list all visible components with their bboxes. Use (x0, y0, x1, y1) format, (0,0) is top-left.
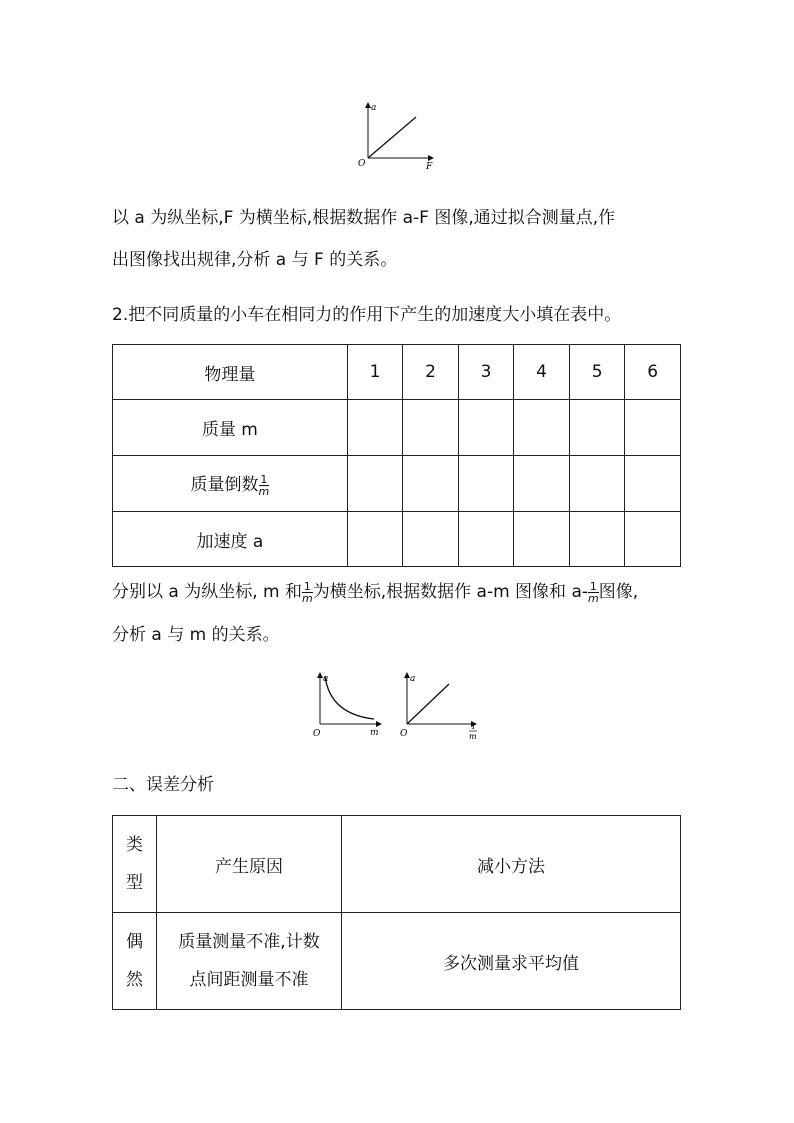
table-cell (514, 456, 570, 512)
fraction-1-over-m (259, 474, 270, 497)
fraction-denominator: m (258, 484, 270, 498)
header-cause: 产生原因 (157, 816, 342, 913)
paragraph-2-part-2: 为横坐标,根据数据作 a-m 图像和 a- (312, 582, 588, 602)
table-cell (403, 512, 459, 567)
origin-label: O (313, 729, 321, 739)
row-random-char-2: 然 (126, 970, 143, 990)
x-label: m (370, 728, 379, 738)
linear-line (407, 684, 449, 724)
fraction-numerator: 1 (260, 472, 268, 486)
paragraph-2-line-1 (112, 577, 638, 604)
x-axis-arrow (428, 155, 434, 161)
hyperbola-curve (325, 676, 374, 719)
table-cell (569, 456, 625, 512)
header-method: 减小方法 (342, 816, 681, 913)
x-axis-arrow (376, 721, 382, 727)
a-inverse-m-graph (395, 668, 485, 742)
header-col-3: 3 (458, 345, 514, 400)
header-col-4: 4 (514, 345, 570, 400)
paragraph-2-part-3: 图像, (598, 582, 639, 602)
fraction-numerator: 1 (303, 579, 311, 593)
error-analysis-table (112, 815, 681, 1010)
header-col-2: 2 (403, 345, 459, 400)
header-type (113, 816, 157, 913)
table-cell (403, 400, 459, 456)
row-accel-label: 加速度 a (113, 512, 348, 567)
row-random-cause-line-1: 质量测量不准,计数 (178, 932, 320, 952)
table-cell (625, 456, 681, 512)
section-3-heading: 二、误差分析 (112, 775, 214, 795)
table-cell (347, 456, 403, 512)
fraction-denominator: m (302, 591, 313, 605)
header-type-char-1: 类 (126, 835, 143, 855)
table-cell (625, 512, 681, 567)
table-cell (458, 456, 514, 512)
fraction-denominator: m (588, 591, 599, 605)
paragraph-1-line-2: 出图像找出规律,分析 a 与 F 的关系。 (112, 250, 398, 270)
row-mass-label: 质量 m (113, 400, 348, 456)
header-quantity: 物理量 (113, 345, 348, 400)
a-m-graph (308, 668, 388, 742)
y-label: a (323, 674, 329, 684)
row-random-cause (157, 913, 342, 1010)
header-col-1: 1 (347, 345, 403, 400)
table-cell (625, 400, 681, 456)
linear-line (368, 117, 416, 158)
paragraph-2-part-1: 分别以 a 为纵坐标, m 和 (112, 582, 302, 602)
header-col-6: 6 (625, 345, 681, 400)
table-cell (458, 400, 514, 456)
mass-acceleration-table (112, 344, 681, 567)
row-inverse-prefix: 质量倒数 (190, 475, 259, 496)
row-random-cause-line-2: 点间距测量不准 (189, 970, 309, 990)
table-cell (514, 400, 570, 456)
table-cell (569, 512, 625, 567)
header-col-5: 5 (569, 345, 625, 400)
table-cell (403, 456, 459, 512)
table-cell (569, 400, 625, 456)
section-2-heading: 2.把不同质量的小车在相同力的作用下产生的加速度大小填在表中。 (112, 305, 622, 325)
paragraph-1-line-1: 以 a 为纵坐标,F 为横坐标,根据数据作 a-F 图像,通过拟合测量点,作 (112, 208, 616, 228)
table-cell (458, 512, 514, 567)
table-cell (347, 512, 403, 567)
y-label: a (410, 674, 416, 684)
header-type-char-2: 型 (126, 873, 143, 893)
table-cell (347, 400, 403, 456)
table-cell (514, 512, 570, 567)
y-label: a (371, 103, 377, 113)
origin-label: O (358, 159, 366, 169)
fraction-numerator: 1 (589, 579, 597, 593)
inline-fraction-2 (588, 581, 599, 604)
row-random-method: 多次测量求平均值 (342, 913, 681, 1010)
inline-fraction-1 (302, 581, 313, 604)
a-f-graph (350, 100, 440, 175)
row-inverse-mass-label (113, 456, 348, 512)
x-label-numerator: 1 (471, 722, 477, 731)
origin-label: O (400, 729, 408, 739)
row-random-char-1: 偶 (126, 932, 143, 952)
x-label: F (426, 162, 433, 172)
paragraph-2-line-2: 分析 a 与 m 的关系。 (112, 625, 280, 645)
row-random-type (113, 913, 157, 1010)
x-label-denominator: m (469, 732, 477, 741)
